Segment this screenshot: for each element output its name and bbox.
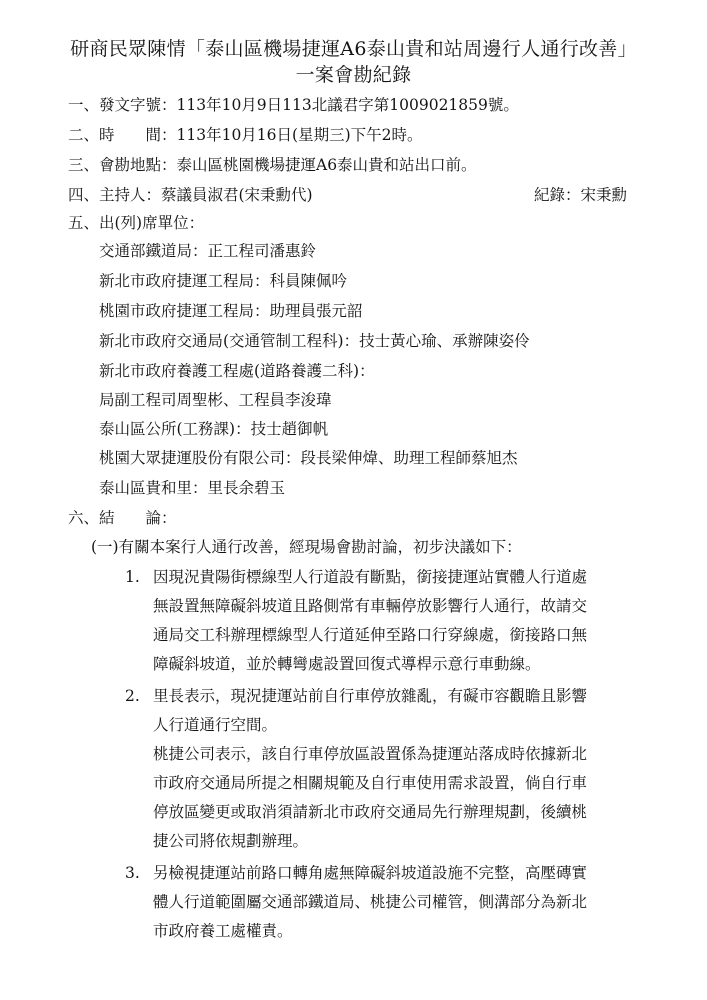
item-attendees-label: 五、出(列)席單位： — [68, 214, 205, 232]
attendee-line: 桃園大眾捷運股份有限公司：段長梁伸煒、助理工程師蔡旭杰 — [99, 449, 518, 467]
item-doc-number: 一、發文字號：113年10月9日113北議君字第1009021859號。 — [68, 96, 519, 114]
attendee-line: 新北市政府交通局(交通管制工程科)：技士黃心瑜、承辦陳姿伶 — [99, 332, 530, 350]
attendee-line: 局副工程司周聖彬、工程員李浚瑋 — [99, 391, 332, 409]
attendee-line: 新北市政府養護工程處(道路養護二科)： — [99, 362, 375, 380]
point-text-line: 因現況貴陽街標線型人行道設有斷點，銜接捷運站實體人行道處 — [153, 568, 588, 586]
point-text-line: 通局交工科辦理標線型人行道延伸至路口行穿線處，銜接路口無 — [153, 626, 588, 644]
item-host: 四、主持人：蔡議員淑君(宋秉勳代) — [68, 186, 313, 204]
attendee-line: 新北市政府捷運工程局：科員陳佩吟 — [99, 272, 348, 290]
point-number: 3. — [125, 864, 140, 882]
point-text-line: 里長表示，現況捷運站前自行車停放雜亂，有礙市容觀瞻且影響 — [153, 687, 588, 705]
conclusion-label: 六、結 論： — [68, 509, 177, 527]
point-text-line: 桃捷公司表示，該自行車停放區設置係為捷運站落成時依據新北 — [153, 745, 588, 763]
point-text-line: 市政府交通局所提之相關規範及自行車使用需求設置，倘自行車 — [153, 774, 588, 792]
document-title-line-1: 研商民眾陳情「泰山區機場捷運A6泰山貴和站周邊行人通行改善」 — [70, 38, 637, 60]
attendee-line: 泰山區公所(工務課)：技士趙御帆 — [99, 420, 329, 438]
point-text-line: 捷公司將依規劃辦理。 — [153, 832, 309, 850]
point-number: 1. — [125, 568, 140, 586]
attendee-line: 交通部鐵道局：正工程司潘惠鈴 — [99, 242, 317, 260]
point-text-line: 體人行道範圍屬交通部鐵道局、桃捷公司權管，側溝部分為新北 — [153, 893, 588, 911]
point-text-line: 障礙斜坡道，並於轉彎處設置回復式導桿示意行車動線。 — [153, 655, 541, 673]
point-text-line: 停放區變更或取消須請新北市政府交通局先行辦理規劃，後續桃 — [153, 803, 588, 821]
item-recorder: 紀錄：宋秉勳 — [534, 186, 628, 204]
conclusion-subheading: (一)有關本案行人通行改善，經現場會勘討論，初步決議如下： — [91, 538, 522, 556]
point-text-line: 無設置無障礙斜坡道且路側常有車輛停放影響行人通行，故請交 — [153, 597, 588, 615]
document-title-line-2: 一案會勘紀錄 — [295, 64, 412, 86]
item-meeting-time: 二、時 間：113年10月16日(星期三)下午2時。 — [68, 126, 423, 144]
attendee-line: 泰山區貴和里：里長余碧玉 — [99, 479, 286, 497]
point-text-line: 市政府養工處權責。 — [153, 922, 293, 940]
point-text-line: 另檢視捷運站前路口轉角處無障礙斜坡道設施不完整，高壓磚實 — [153, 864, 588, 882]
point-text-line: 人行道通行空間。 — [153, 716, 278, 734]
attendee-line: 桃園市政府捷運工程局：助理員張元韶 — [99, 302, 363, 320]
item-meeting-place: 三、會勘地點：泰山區桃園機場捷運A6泰山貴和站出口前。 — [68, 156, 477, 174]
point-number: 2. — [125, 687, 140, 705]
